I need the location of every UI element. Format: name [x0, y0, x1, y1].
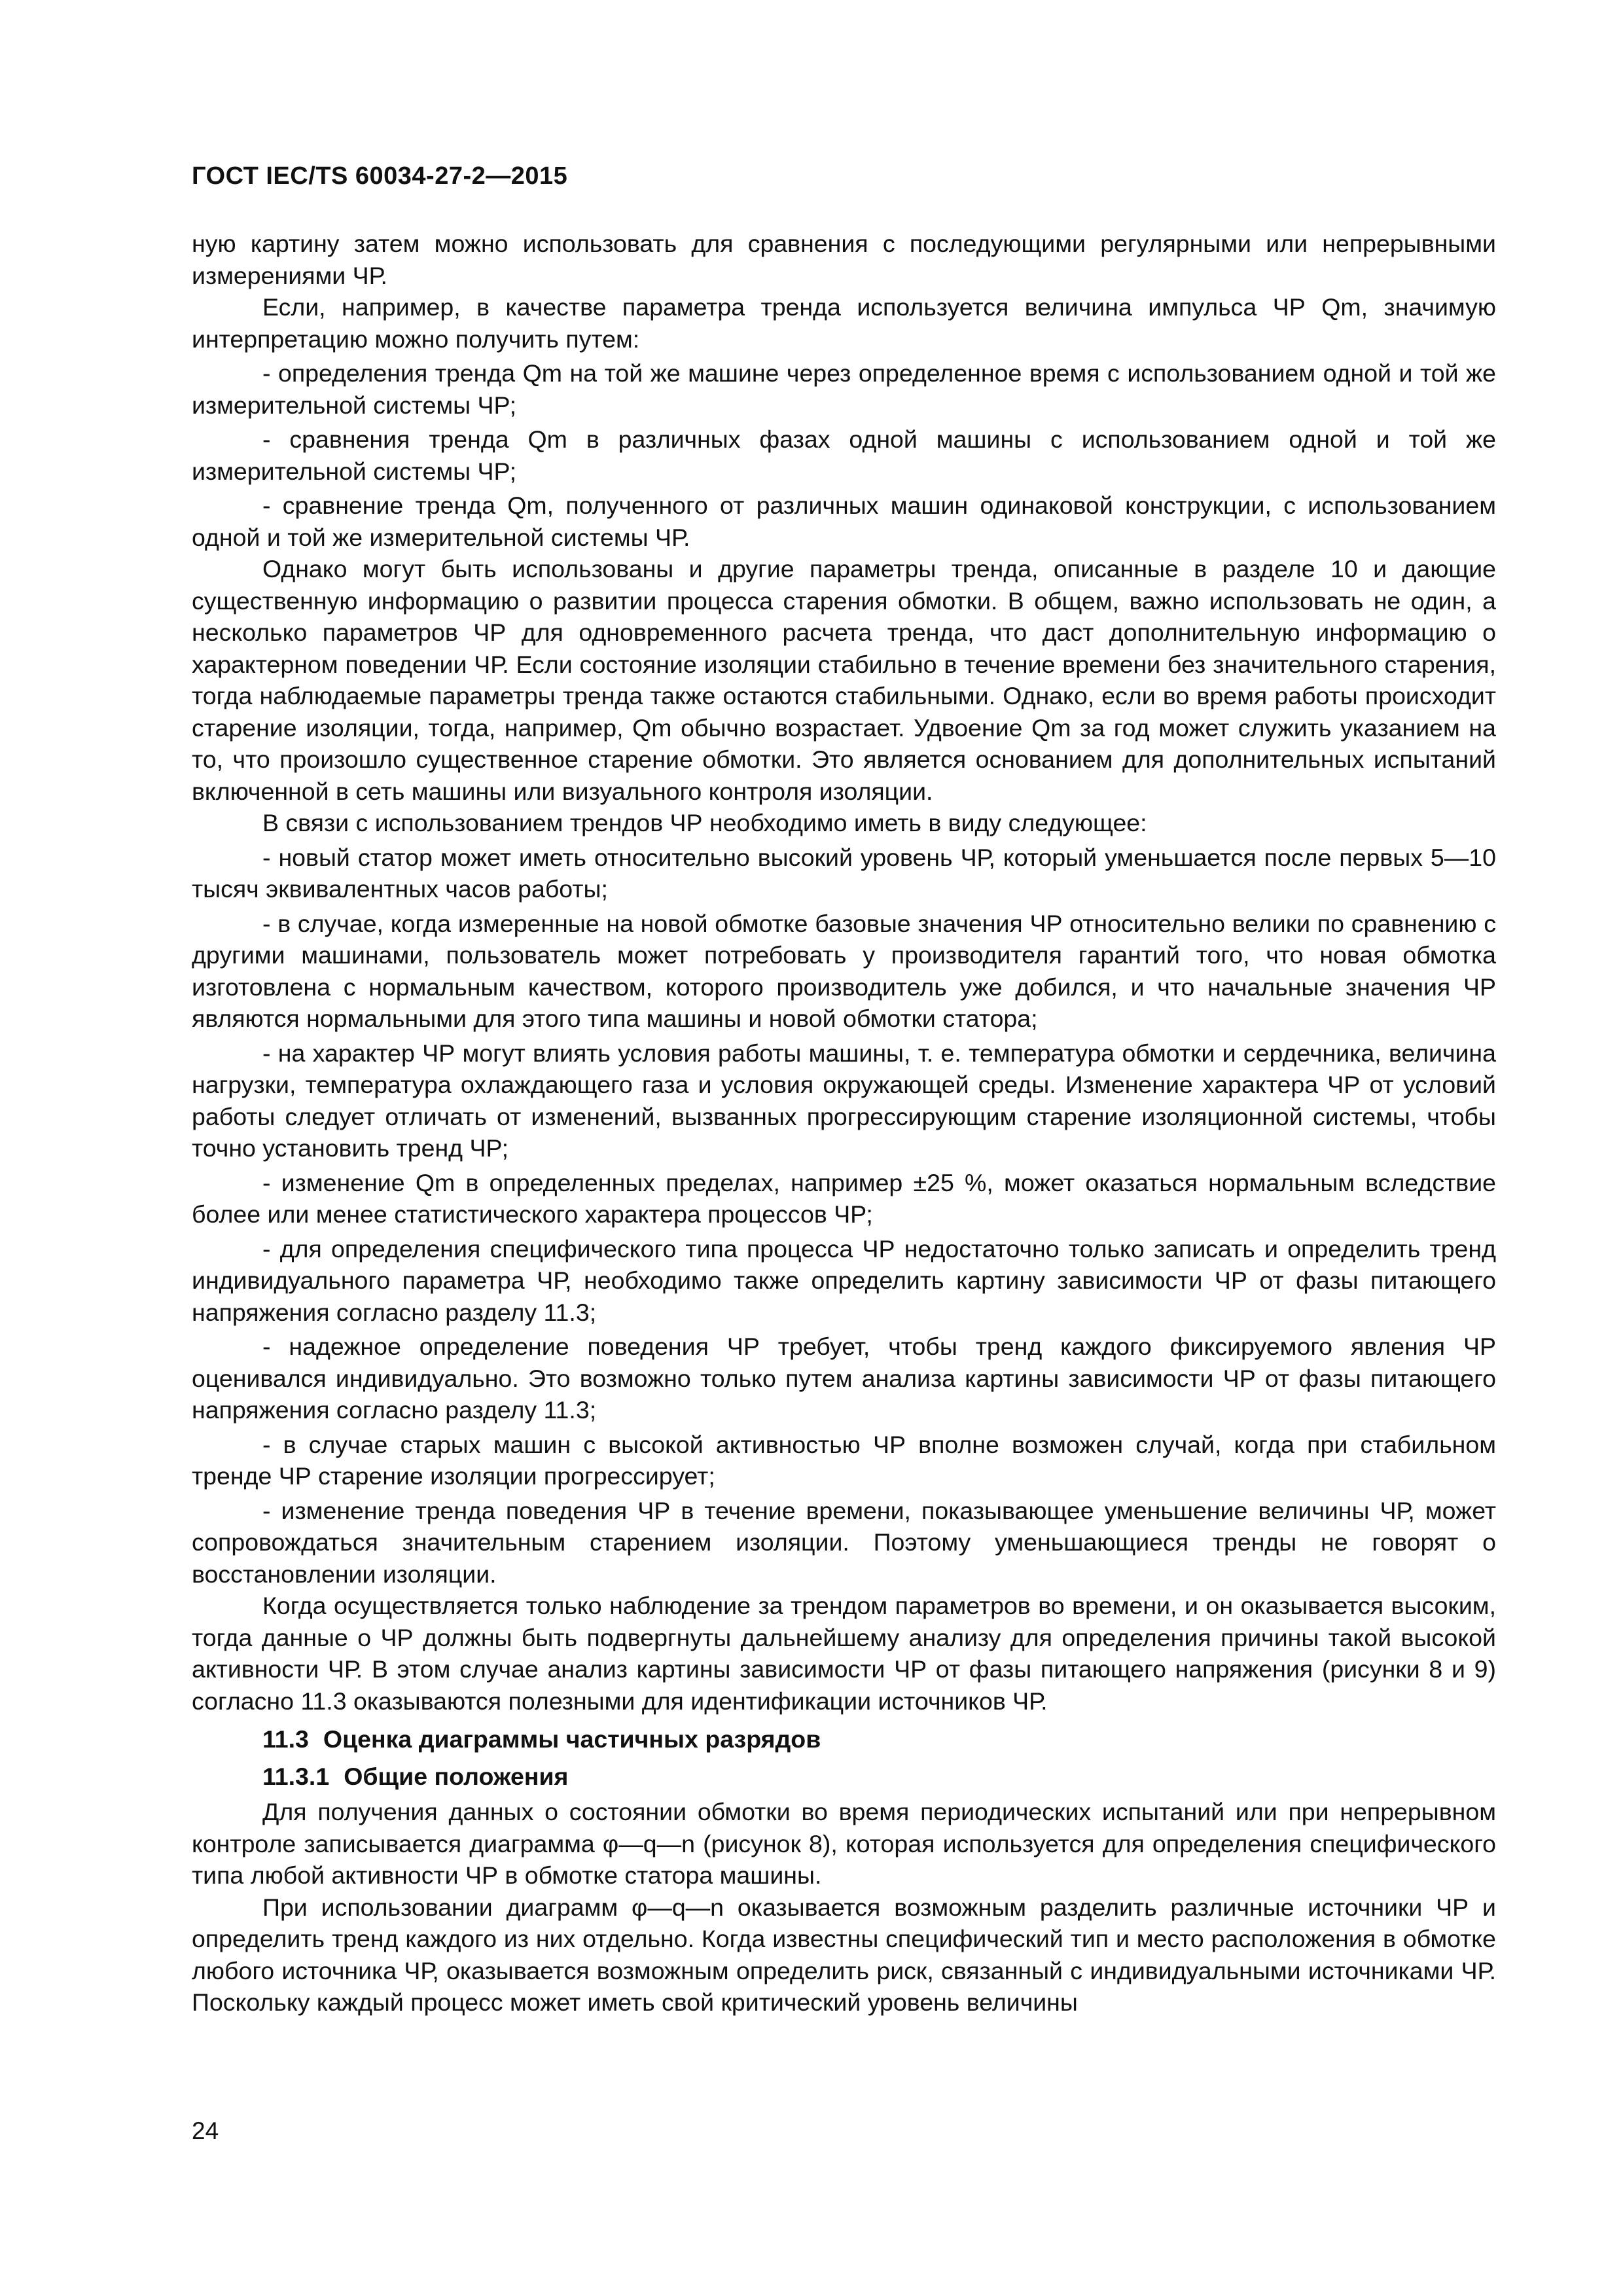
paragraph: Для получения данных о состоянии обмотки во время периодических испытаний или при непрерывном контроле записывается диаграмма φ—q—n (рисунок 8), которая используется для определения специфического типа любой активности ЧР в обмотке статора машины.	[192, 1798, 1496, 1889]
list-item: - определения тренда Qm на той же машине через определенное время с использованием одной и той же измерительной системы ЧР;	[192, 359, 1496, 419]
document-header: ГОСТ IEC/TS 60034-27-2—2015	[192, 162, 568, 190]
paragraph: Если, например, в качестве параметра тренда используется величина импульса ЧР Qm, значимую интерпретацию можно получить путем:	[192, 293, 1496, 353]
list-item: - надежное определение поведения ЧР требует, чтобы тренд каждого фиксируемого явления ЧР оценивался индивидуально. Это возможно только путем анализа картины зависимости ЧР от фазы питающего напряжения согласно разделу 11.3;	[192, 1333, 1496, 1424]
subsection-title: Общие положения	[344, 1762, 569, 1790]
subsection-number: 11.3.1	[262, 1762, 330, 1790]
list-item: - изменение тренда поведения ЧР в течение времени, показывающее уменьшение величины ЧР, может сопровождаться значительным старением изоляции. Поэтому уменьшающиеся тренды не говорят о восстановлении изоляции.	[192, 1496, 1496, 1588]
section-title: Оценка диаграммы частичных разрядов	[323, 1725, 821, 1753]
list-item: - в случае, когда измеренные на новой обмотке базовые значения ЧР относительно велики по сравнению с другими машинами, пользователь может потребовать у производителя гарантий того, что новая обмотка изготовлена с нормальным качеством, которого производитель уже добился, и что начальные значения ЧР являются нормальными для этого типа машины и новой обмотки статора;	[192, 909, 1496, 1032]
paragraph: При использовании диаграмм φ—q—n оказывается возможным разделить различные источники ЧР и определить тренд каждого из них отдельно. Когда известны специфический тип и место расположения в обмотке любого источника ЧР, оказывается возможным определить риск, связанный с индивидуальными источниками ЧР. Поскольку каждый процесс может иметь свой критический уровень величины	[192, 1893, 1496, 2016]
list-item: - сравнение тренда Qm, полученного от различных машин одинаковой конструкции, с использованием одной и той же измерительной системы ЧР.	[192, 492, 1496, 551]
document-body	[192, 228, 1496, 2018]
paragraph: Однако могут быть использованы и другие параметры тренда, описанные в разделе 10 и дающие существенную информацию о развитии процесса старения обмотки. В общем, важно использовать не один, а несколько параметров ЧР для одновременного расчета тренда, что даст дополнительную информацию о характерном поведении ЧР. Если состояние изоляции стабильно в течение времени без значительного старения, тогда наблюдаемые параметры тренда также остаются стабильными. Однако, если во время работы происходит старение изоляции, тогда, например, Qm обычно возрастает. Удвоение Qm за год может служить указанием на то, что произошло существенное старение обмотки. Это является основанием для дополнительных испытаний включенной в сеть машины или визуального контроля изоляции.	[192, 555, 1496, 805]
list-item: - в случае старых машин с высокой активностью ЧР вполне возможен случай, когда при стабильном тренде ЧР старение изоляции прогрессирует;	[192, 1430, 1496, 1490]
list-item: - изменение Qm в определенных пределах, например ±25 %, может оказаться нормальным вследствие более или менее статистического характера процессов ЧР;	[192, 1168, 1496, 1228]
list-item: - для определения специфического типа процесса ЧР недостаточно только записать и определить тренд индивидуального параметра ЧР, необходимо также определить картину зависимости ЧР от фазы питающего напряжения согласно разделу 11.3;	[192, 1234, 1496, 1326]
list-item: - сравнения тренда Qm в различных фазах одной машины с использованием одной и той же измерительной системы ЧР;	[192, 425, 1496, 485]
paragraph: Когда осуществляется только наблюдение за трендом параметров во времени, и он оказывается высоким, тогда данные о ЧР должны быть подвергнуты дальнейшему анализу для определения причины такой высокой активности ЧР. В этом случае анализ картины зависимости ЧР от фазы питающего напряжения (рисунки 8 и 9) согласно 11.3 оказываются полезными для идентификации источников ЧР.	[192, 1592, 1496, 1715]
page-number: 24	[192, 2117, 219, 2144]
paragraph: В связи с использованием трендов ЧР необходимо иметь в виду следующее:	[262, 809, 1147, 836]
list-item: - новый статор может иметь относительно высокий уровень ЧР, который уменьшается после первых 5—10 тысяч эквивалентных часов работы;	[192, 843, 1496, 903]
section-number: 11.3	[262, 1725, 309, 1753]
paragraph: ную картину затем можно использовать для сравнения с последующими регулярными или непрерывными измерениями ЧР.	[192, 230, 1496, 289]
list-item: - на характер ЧР могут влиять условия работы машины, т. е. температура обмотки и сердечника, величина нагрузки, температура охлаждающего газа и условия окружающей среды. Изменение характера ЧР от условий работы следует отличать от изменений, вызванных прогрессирующим старение изоляционной системы, чтобы точно установить тренд ЧР;	[192, 1039, 1496, 1162]
subsection-heading	[192, 1761, 1496, 1793]
section-heading	[192, 1723, 1496, 1755]
